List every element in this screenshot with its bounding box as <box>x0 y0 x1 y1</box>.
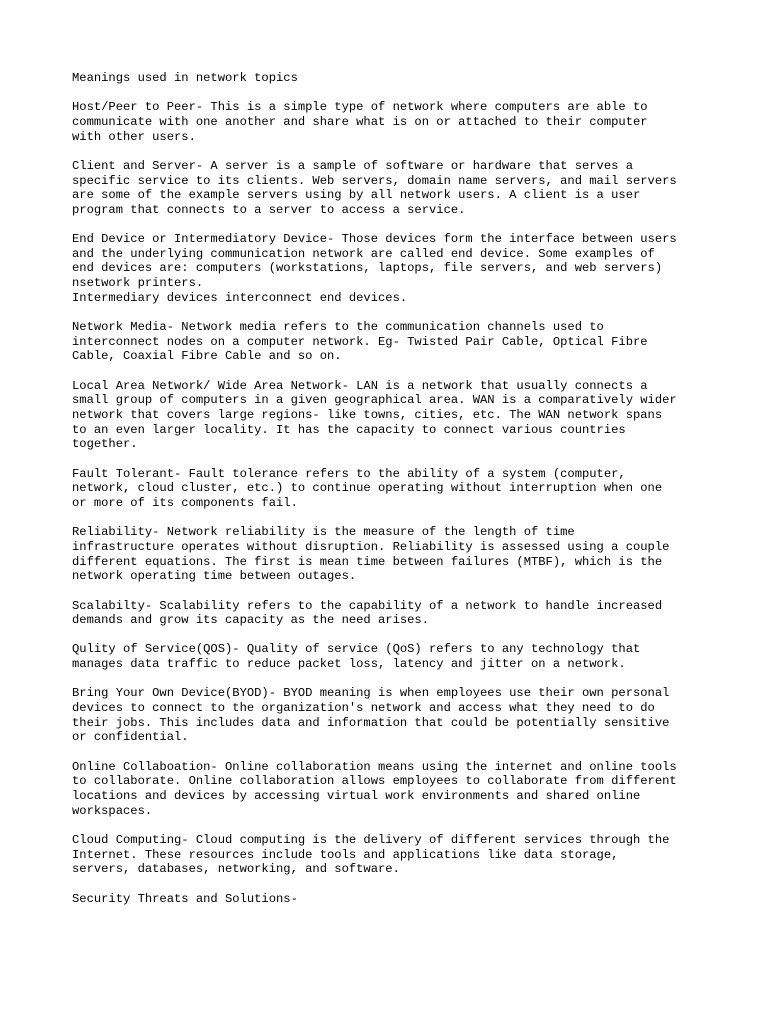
paragraph <box>72 379 708 452</box>
paragraph-line: different equations. The first is mean time between failures (MTBF), which is the <box>72 554 663 569</box>
paragraph <box>72 686 708 745</box>
paragraph-line: network that covers large regions- like towns, cities, etc. The WAN network spans <box>72 408 663 423</box>
document-title: Meanings used in network topics <box>72 71 298 85</box>
paragraph-line: Scalabilty- Scalability refers to the capability of a network to handle increased <box>72 598 663 613</box>
paragraph-line: or more of its components fail. <box>72 495 298 510</box>
paragraph-line: to collaborate. Online collaboration allows employees to collaborate from different <box>72 774 677 789</box>
paragraph <box>72 467 708 511</box>
paragraph-line: workspaces. <box>72 803 153 818</box>
paragraph-line: to an even larger locality. It has the capacity to connect various countries <box>72 422 626 437</box>
paragraph-line: nsetwork printers. <box>72 276 204 291</box>
paragraph-line: Network Media- Network media refers to the communication channels used to <box>72 320 604 335</box>
paragraph-line: Host/Peer to Peer- This is a simple type of network where computers are able to <box>72 100 648 115</box>
paragraph-line: demands and grow its capacity as the need arises. <box>72 613 429 628</box>
paragraph-line: Cloud Computing- Cloud computing is the delivery of different services through the <box>72 832 670 847</box>
paragraph-line: locations and devices by accessing virtual work environments and shared online <box>72 788 641 803</box>
paragraph-line: Fault Tolerant- Fault tolerance refers to the ability of a system (computer, <box>72 466 626 481</box>
paragraph-line: Intermediary devices interconnect end devices. <box>72 290 408 305</box>
paragraph-line: Internet. These resources include tools and applications like data storage, <box>72 847 619 862</box>
paragraph <box>72 599 708 628</box>
paragraph-line: Bring Your Own Device(BYOD)- BYOD meaning is when employees use their own personal <box>72 686 670 701</box>
paragraph-line: interconnect nodes on a computer network. Eg- Twisted Pair Cable, Optical Fibre <box>72 334 648 349</box>
paragraph-line: end devices are: computers (workstations, laptops, file servers, and web servers) <box>72 261 663 276</box>
paragraph-line: End Device or Intermediatory Device- Those devices form the interface between users <box>72 232 677 247</box>
paragraph-line: with other users. <box>72 129 196 144</box>
paragraph-line: devices to connect to the organization's network and access what they need to do <box>72 701 655 716</box>
paragraph-line: or confidential. <box>72 730 189 745</box>
paragraph-line: Online Collaboation- Online collaboration means using the internet and online tools <box>72 759 677 774</box>
paragraph-line: communicate with one another and share what is on or attached to their computer <box>72 114 648 129</box>
paragraph-line: program that connects to a server to access a service. <box>72 202 466 217</box>
paragraph-line: manages data traffic to reduce packet loss, latency and jitter on a network. <box>72 657 626 672</box>
paragraph-line: Reliability- Network reliability is the measure of the length of time <box>72 525 575 540</box>
paragraph <box>72 760 708 819</box>
paragraph-line: Cable, Coaxial Fibre Cable and so on. <box>72 349 342 364</box>
paragraph-line: infrastructure operates without disruption. Reliability is assessed using a couple <box>72 539 670 554</box>
paragraph-line: Local Area Network/ Wide Area Network- LAN is a network that usually connects a <box>72 378 648 393</box>
paragraph-line: Qulity of Service(QOS)- Quality of service (QoS) refers to any technology that <box>72 642 641 657</box>
paragraph <box>72 100 708 144</box>
paragraph <box>72 833 708 877</box>
paragraph <box>72 320 708 364</box>
paragraph-line: together. <box>72 437 138 452</box>
paragraph-line: are some of the example servers using by all network users. A client is a user <box>72 188 641 203</box>
paragraph-line: their jobs. This includes data and information that could be potentially sensitive <box>72 715 670 730</box>
paragraph-line: network operating time between outages. <box>72 569 357 584</box>
paragraph <box>72 892 708 907</box>
paragraph-line: Security Threats and Solutions- <box>72 891 298 906</box>
paragraph-line: and the underlying communication network are called end device. Some examples of <box>72 246 655 261</box>
paragraph <box>72 525 708 584</box>
document-body <box>72 100 708 906</box>
paragraph <box>72 159 708 218</box>
paragraph <box>72 232 708 305</box>
paragraph-line: network, cloud cluster, etc.) to continue operating without interruption when one <box>72 481 663 496</box>
paragraph-line: specific service to its clients. Web servers, domain name servers, and mail servers <box>72 173 677 188</box>
paragraph-line: servers, databases, networking, and software. <box>72 862 400 877</box>
paragraph <box>72 642 708 671</box>
paragraph-line: small group of computers in a given geographical area. WAN is a comparatively wider <box>72 393 677 408</box>
paragraph-line: Client and Server- A server is a sample of software or hardware that serves a <box>72 158 633 173</box>
